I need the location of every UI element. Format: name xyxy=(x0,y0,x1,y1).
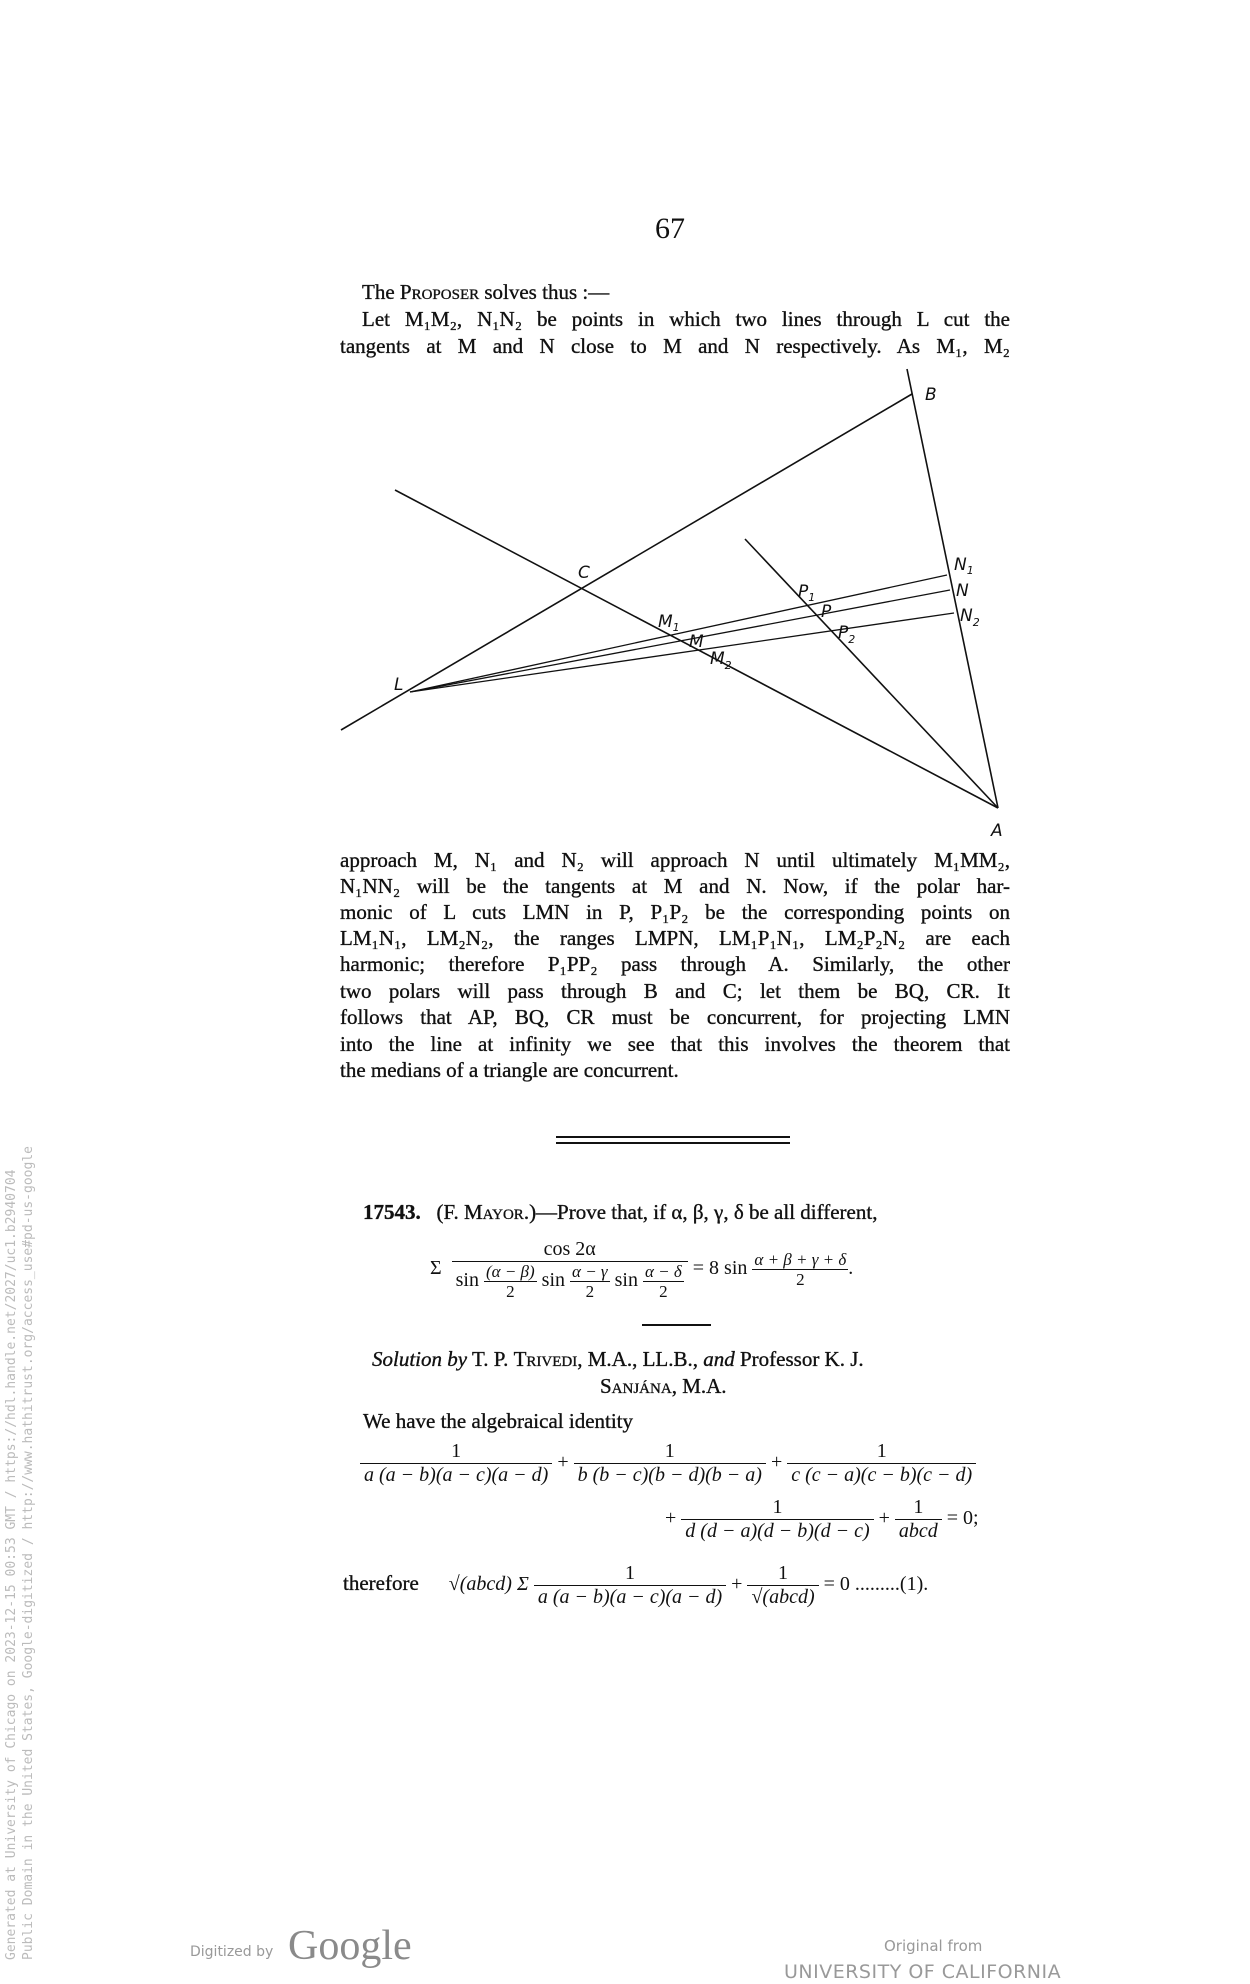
frac-num: 1 xyxy=(574,1440,766,1464)
frac-den: 2 xyxy=(659,1282,668,1301)
label-n2: $N_2$ xyxy=(960,606,980,629)
solution-byline xyxy=(372,1346,864,1372)
line-lb xyxy=(341,394,912,730)
institution-name: UNIVERSITY OF CALIFORNIA xyxy=(784,1961,1062,1983)
label-m2: $M_2$ xyxy=(710,649,732,672)
plus: + xyxy=(878,1507,890,1530)
degrees: , M.A., LL.B., xyxy=(577,1347,704,1371)
intro-text-end: solves thus :— xyxy=(479,280,610,304)
plus: + xyxy=(770,1451,783,1474)
plus: + xyxy=(665,1507,677,1530)
label-n: N xyxy=(956,581,969,601)
frac-den: 2 xyxy=(506,1282,515,1301)
label-b: B xyxy=(925,385,937,405)
label-l: L xyxy=(394,675,404,695)
frac-den: 2 xyxy=(796,1270,805,1289)
problem-statement xyxy=(363,1199,877,1225)
text-line: two polars will pass through B and C; let them be BQ, CR. It xyxy=(340,979,1010,1003)
proposer-name: Proposer xyxy=(399,280,480,304)
frac-den: a (a − b)(a − c)(a − d) xyxy=(537,1586,723,1608)
fraction-abcd xyxy=(895,1496,942,1543)
fraction-sqrt xyxy=(747,1562,818,1609)
fraction-c xyxy=(787,1440,976,1487)
frac-num: α + β + γ + δ xyxy=(754,1250,847,1269)
intro-text: The xyxy=(362,280,400,304)
google-logo: Google xyxy=(288,1923,412,1969)
half-angle xyxy=(643,1262,684,1301)
sqrt-sigma: √(abcd) Σ xyxy=(448,1573,529,1596)
frac-den: b (b − c)(b − d)(b − a) xyxy=(577,1464,762,1486)
fraction-sum xyxy=(534,1562,726,1609)
sin-text: sin xyxy=(541,1269,566,1292)
original-from: Original from xyxy=(884,1937,983,1955)
frac-den: a (a − b)(a − c)(a − d) xyxy=(364,1464,549,1486)
rhs-fraction xyxy=(752,1250,848,1289)
problem-number: 17543. xyxy=(363,1200,421,1224)
polar-line xyxy=(745,539,998,808)
half-angle xyxy=(570,1262,610,1301)
label-p1: $P_1$ xyxy=(798,582,816,604)
equation-number: = 0 .........(1). xyxy=(823,1573,929,1596)
solution-byline-2 xyxy=(600,1373,727,1399)
text-line: follows that AP, BQ, CR must be concurrent, for projecting LMN xyxy=(340,1005,1010,1029)
text-line: LM₁N₁, LM₂N₂, the ranges LMPN, LM₁P₁N₁, LM₂P₂N₂ are each xyxy=(340,926,1010,950)
denominator xyxy=(452,1262,688,1301)
identity-row-1 xyxy=(360,1440,976,1487)
digitized-by: Digitized by xyxy=(190,1944,274,1960)
text-line: Let M₁M₂, N₁N₂ be points in which two lines through L cut the xyxy=(362,307,1010,331)
fraction-d xyxy=(681,1496,873,1543)
sin-text: sin xyxy=(614,1269,638,1292)
and-text: and xyxy=(703,1347,735,1371)
line-ln2 xyxy=(410,613,954,692)
identity-row-2 xyxy=(665,1496,979,1543)
frac-den: d (d − a)(d − b)(d − c) xyxy=(685,1520,870,1542)
frac-num: 1 xyxy=(681,1496,873,1520)
plus: + xyxy=(731,1573,743,1596)
text-line: tangents at M and N close to M and N respectively. As M₁, M₂ xyxy=(340,334,1010,358)
author-name: Mayor xyxy=(464,1200,524,1224)
problem-equation xyxy=(430,1238,853,1301)
name-prefix: T. P. xyxy=(467,1347,514,1371)
line-ba xyxy=(907,369,998,808)
fraction-b xyxy=(574,1440,766,1487)
frac-num: 1 xyxy=(787,1440,976,1464)
frac-den: √(abcd) xyxy=(751,1586,815,1608)
label-m: M xyxy=(689,632,704,652)
identity-row-3 xyxy=(343,1562,928,1609)
frac-den: 2 xyxy=(585,1282,595,1301)
therefore-text: therefore xyxy=(343,1571,419,1596)
plus: + xyxy=(557,1451,569,1474)
fraction-a xyxy=(360,1440,552,1487)
page-number: 67 xyxy=(655,212,685,245)
label-a: A xyxy=(991,821,1003,841)
identity-intro: We have the algebraical identity xyxy=(363,1409,634,1433)
text-line: approach M, N₁ and N₂ will approach N until ultimately M₁MM₂, xyxy=(340,848,1010,872)
sin-text: sin xyxy=(455,1269,479,1292)
equals-zero: = 0; xyxy=(946,1507,979,1530)
text-line: monic of L cuts LMN in P, P₁P₂ be the corresponding points on xyxy=(340,900,1010,924)
solution-by: Solution by xyxy=(372,1347,468,1371)
main-fraction xyxy=(452,1238,688,1301)
frac-num: 1 xyxy=(360,1440,552,1464)
text-line: harmonic; therefore P₁PP₂ pass through A. Similarly, the other xyxy=(340,952,1010,976)
section-divider xyxy=(556,1142,790,1144)
label-p2: $P_2$ xyxy=(838,623,856,646)
period: . xyxy=(848,1257,854,1280)
label-m1: $M_1$ xyxy=(658,612,680,634)
frac-num: 1 xyxy=(747,1562,818,1586)
frac-num: α − δ xyxy=(644,1262,682,1281)
watermark-line-1: Generated at University of Chicago on 2023-12-15 00:53 GMT / https://hdl.handle.net/2027/uc1.b2940704 xyxy=(4,1169,19,1960)
degrees: , M.A. xyxy=(671,1374,727,1398)
author-sanjana: Sanjána xyxy=(600,1374,672,1398)
label-p: P xyxy=(821,602,832,622)
text-line: the medians of a triangle are concurrent. xyxy=(340,1058,679,1082)
author-prefix: (F. xyxy=(436,1200,464,1224)
author-trivedi: Trivedi xyxy=(513,1347,578,1371)
frac-num: 1 xyxy=(895,1496,942,1520)
numerator: cos 2α xyxy=(452,1238,688,1262)
label-c: C xyxy=(578,563,590,583)
short-divider xyxy=(642,1324,711,1326)
section-divider xyxy=(556,1136,790,1138)
text-line: N₁NN₂ will be the tangents at M and N. Now, if the polar har- xyxy=(340,874,1010,898)
statement-text: .)—Prove that, if α, β, γ, δ be all different, xyxy=(523,1200,878,1224)
frac-den: abcd xyxy=(898,1520,938,1542)
text-line: into the line at infinity we see that this involves the theorem that xyxy=(340,1032,1010,1056)
watermark-line-2: Public Domain in the United States, Google-digitized / http://www.hathitrust.org/access_use#pd-us-google xyxy=(21,1146,36,1960)
sigma-symbol: Σ xyxy=(430,1257,442,1280)
frac-den: c (c − a)(c − b)(c − d) xyxy=(791,1464,973,1486)
half-angle xyxy=(484,1262,537,1301)
label-n1: $N_1$ xyxy=(954,555,974,577)
rhs-text: = 8 sin xyxy=(692,1257,748,1280)
frac-num: (α − β) xyxy=(485,1262,535,1281)
frac-num: α − γ xyxy=(572,1262,608,1281)
frac-num: 1 xyxy=(534,1562,726,1586)
professor-text: Professor K. J. xyxy=(734,1347,864,1371)
